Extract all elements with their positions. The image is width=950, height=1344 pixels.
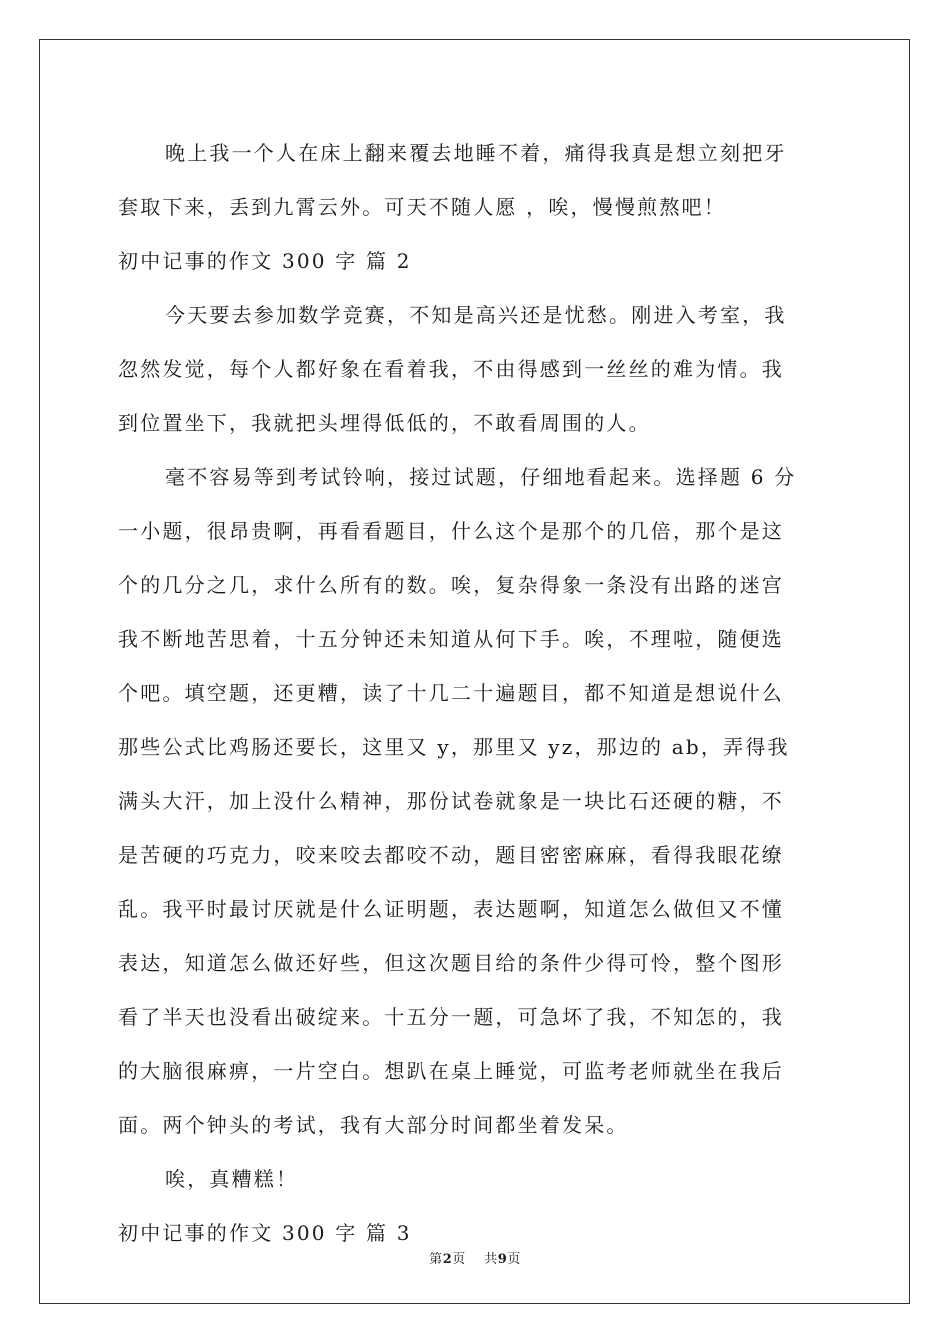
paragraph-line: 个的几分之几，求什么所有的数。唉，复杂得象一条没有出路的迷宫 bbox=[118, 573, 784, 597]
paragraph-line: 个吧。填空题，还更糟，读了十几二十遍题目，都不知道是想说什么 bbox=[118, 681, 784, 705]
paragraph-line: 套取下来，丢到九霄云外。可天不随人愿 ，唉，慢慢煎熬吧！ bbox=[118, 195, 726, 219]
paragraph-line: 看了半天也没看出破绽来。十五分一题，可急坏了我，不知怎的，我 bbox=[118, 1005, 784, 1029]
paragraph-line: 唉，真糟糕！ bbox=[165, 1167, 299, 1191]
page-mid: 页 共 bbox=[452, 1252, 498, 1267]
page-prefix: 第 bbox=[429, 1252, 443, 1267]
page-current-number: 2 bbox=[442, 1252, 453, 1267]
page-suffix: 页 bbox=[507, 1252, 521, 1267]
paragraph-line: 乱。我平时最讨厌就是什么证明题，表达题啊，知道怎么做但又不懂 bbox=[118, 897, 784, 921]
paragraph-line: 到位置坐下，我就把头埋得低低的，不敢看周围的人。 bbox=[118, 411, 651, 435]
paragraph-line: 那些公式比鸡肠还要长，这里又 y，那里又 yz，那边的 ab，弄得我 bbox=[118, 735, 790, 759]
paragraph-line: 忽然发觉，每个人都好象在看着我，不由得感到一丝丝的难为情。我 bbox=[118, 357, 784, 381]
section-heading: 初中记事的作文 300 字 篇 3 bbox=[118, 1221, 412, 1245]
paragraph-line: 表达，知道怎么做还好些，但这次题目给的条件少得可怜，整个图形 bbox=[118, 951, 784, 975]
paragraph-line: 面。两个钟头的考试，我有大部分时间都坐着发呆。 bbox=[118, 1113, 629, 1137]
paragraph-line: 晚上我一个人在床上翻来覆去地睡不着，痛得我真是想立刻把牙 bbox=[165, 141, 787, 165]
page-total-number: 9 bbox=[497, 1252, 508, 1267]
section-heading: 初中记事的作文 300 字 篇 2 bbox=[118, 249, 412, 273]
document-body bbox=[118, 126, 834, 1260]
paragraph-line: 的大脑很麻痹，一片空白。想趴在桌上睡觉，可监考老师就坐在我后 bbox=[118, 1059, 784, 1083]
paragraph-line: 是苦硬的巧克力，咬来咬去都咬不动，题目密密麻麻，看得我眼花缭 bbox=[118, 843, 784, 867]
paragraph-line: 一小题，很昂贵啊，再看看题目，什么这个是那个的几倍，那个是这 bbox=[118, 519, 784, 543]
paragraph-line: 我不断地苦思着，十五分钟还未知道从何下手。唉，不理啦，随便选 bbox=[118, 627, 784, 651]
page-footer bbox=[0, 1248, 950, 1267]
paragraph-line: 毫不容易等到考试铃响，接过试题，仔细地看起来。选择题 6 分 bbox=[165, 465, 797, 489]
paragraph-line: 今天要去参加数学竞赛，不知是高兴还是忧愁。刚进入考室，我 bbox=[165, 303, 787, 327]
paragraph-line: 满头大汗，加上没什么精神，那份试卷就象是一块比石还硬的糖，不 bbox=[118, 789, 784, 813]
